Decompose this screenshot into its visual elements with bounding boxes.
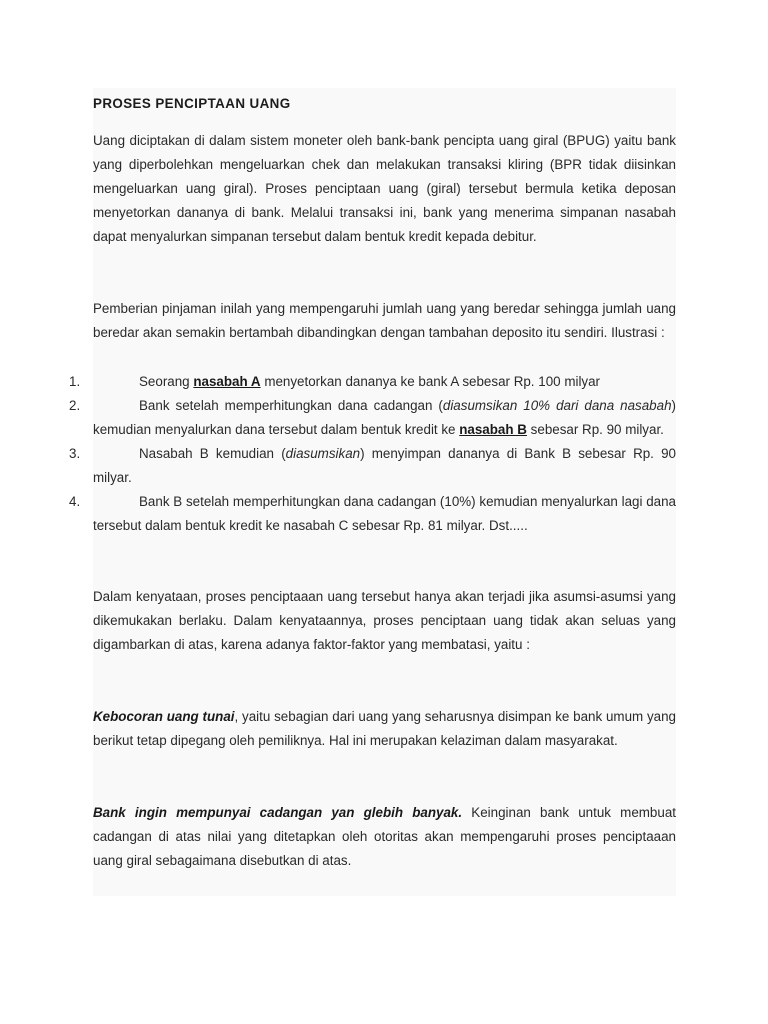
list-item [69,370,676,394]
paragraph-reality: Dalam kenyataan, proses penciptaaan uang tersebut hanya akan terjadi jika asumsi-asumsi yang dikemukakan berlaku. Dalam kenyataannya, proses penciptaan uang tidak akan seluas yang digambarkan di atas, karena adanya faktor-faktor yang membatasi, yaitu : [93,589,676,652]
list-item [69,394,676,442]
document-title: PROSES PENCIPTAAN UANG [93,96,291,111]
list-item [69,490,676,538]
document-content [69,88,676,896]
list-number: 3. [69,446,81,461]
paragraph-text: , yaitu sebagian dari uang yang seharusnya disimpan ke bank umum yang berikut tetap dipegang oleh pemiliknya. Hal ini merupakan kelaziman dalam masyarakat. [93,709,676,748]
list-text: Bank setelah memperhitungkan dana cadangan ( [139,398,443,413]
paragraph-text: Keinginan bank untuk membuat cadangan di atas nilai yang ditetapkan oleh otoritas akan mempengaruhi proses penciptaaan uang giral sebagaimana disebutkan di atas. [93,805,676,868]
list-emphasis: nasabah A [193,374,261,389]
list-number: 2. [69,398,81,413]
term-cash-leakage: Kebocoran uang tunai [93,709,235,724]
paragraph-excess-reserves [93,801,676,873]
list-text: ) menyimpan dananya di Bank B sebesar Rp. 90 milyar. [93,446,676,485]
list-text: ) kemudian menyalurkan dana tersebut dalam bentuk kredit ke [93,398,676,437]
list-text: menyetorkan dananya ke bank A sebesar Rp. 100 milyar [260,374,601,389]
list-number: 4. [69,494,81,509]
paragraph-lending: Pemberian pinjaman inilah yang mempengaruhi jumlah uang yang beredar sehingga jumlah uang beredar akan semakin bertambah dibandingkan dengan tambahan deposito itu sendiri. Ilustrasi : [93,301,676,340]
paragraph-intro: Uang diciptakan di dalam sistem moneter oleh bank-bank pencipta uang giral (BPUG) yaitu bank yang diperbolehkan mengeluarkan chek dan melakukan transaksi kliring (BPR tidak diisinkan mengeluarkan uang giral). Proses penciptaan uang (giral) tersebut bermula ketika deposan menyetorkan dananya di bank. Melalui transaksi ini, bank yang menerima simpanan nasabah dapat menyalurkan simpanan tersebut dalam bentuk kredit kepada debitur. [93,133,676,244]
list-text: Seorang [139,374,194,389]
term-excess-reserves: Bank ingin mempunyai cadangan yan glebih banyak. [93,805,463,820]
illustration-list [69,370,676,538]
list-text: sebesar Rp. 90 milyar. [526,422,664,437]
list-number: 1. [69,374,81,389]
list-italic: diasumsikan [285,446,361,461]
list-item [69,442,676,490]
list-text: Bank B setelah memperhitungkan dana cadangan (10%) kemudian menyalurkan lagi dana tersebut dalam bentuk kredit ke nasabah C sebesar Rp. 81 milyar. Dst..... [93,494,676,533]
list-italic: diasumsikan 10% dari dana nasabah [442,398,672,413]
list-emphasis: nasabah B [459,422,527,437]
list-text: Nasabah B kemudian ( [139,446,286,461]
paragraph-cash-leakage [93,705,676,753]
